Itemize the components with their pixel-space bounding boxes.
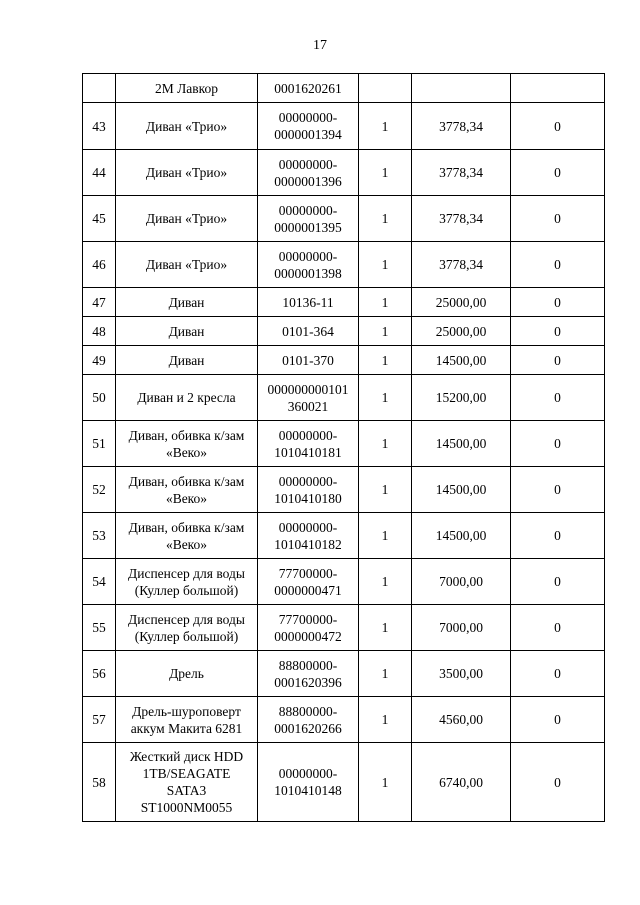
item-number-cell: 50	[83, 375, 116, 421]
table-row	[83, 103, 605, 150]
item-number-cell: 51	[83, 421, 116, 467]
residual-value-cell: 0	[511, 559, 605, 605]
item-number-cell: 46	[83, 242, 116, 288]
item-number-cell: 58	[83, 743, 116, 822]
item-name-cell: Диван	[116, 288, 258, 317]
table-row	[83, 346, 605, 375]
residual-value-cell: 0	[511, 421, 605, 467]
price-cell: 25000,00	[412, 288, 511, 317]
inventory-code-cell: 88800000- 0001620396	[258, 651, 359, 697]
price-cell: 7000,00	[412, 559, 511, 605]
quantity-cell: 1	[359, 346, 412, 375]
item-number-cell: 56	[83, 651, 116, 697]
quantity-cell: 1	[359, 103, 412, 150]
residual-value-cell: 0	[511, 242, 605, 288]
inventory-code-cell: 00000000- 1010410148	[258, 743, 359, 822]
quantity-cell: 1	[359, 317, 412, 346]
quantity-cell: 1	[359, 288, 412, 317]
price-cell: 14500,00	[412, 513, 511, 559]
item-name-cell: Диван «Трио»	[116, 150, 258, 196]
price-cell: 14500,00	[412, 421, 511, 467]
table-row	[83, 467, 605, 513]
item-number-cell: 49	[83, 346, 116, 375]
inventory-code-cell: 0101-370	[258, 346, 359, 375]
table-row	[83, 242, 605, 288]
price-cell: 6740,00	[412, 743, 511, 822]
table-row	[83, 288, 605, 317]
price-cell: 3778,34	[412, 103, 511, 150]
inventory-table	[82, 73, 605, 822]
table-row	[83, 605, 605, 651]
price-cell: 14500,00	[412, 346, 511, 375]
quantity-cell: 1	[359, 242, 412, 288]
quantity-cell: 1	[359, 651, 412, 697]
inventory-code-cell: 00000000- 0000001398	[258, 242, 359, 288]
price-cell: 7000,00	[412, 605, 511, 651]
inventory-code-cell: 00000000- 1010410180	[258, 467, 359, 513]
item-name-cell: Диспенсер для воды (Куллер большой)	[116, 605, 258, 651]
residual-value-cell: 0	[511, 196, 605, 242]
price-cell: 4560,00	[412, 697, 511, 743]
item-name-cell: Диван «Трио»	[116, 242, 258, 288]
item-name-cell: 2М Лавкор	[116, 74, 258, 103]
item-name-cell: Диван «Трио»	[116, 196, 258, 242]
table-row	[83, 743, 605, 822]
inventory-code-cell: 00000000- 1010410181	[258, 421, 359, 467]
quantity-cell: 1	[359, 150, 412, 196]
inventory-code-cell: 00000000- 0000001395	[258, 196, 359, 242]
residual-value-cell: 0	[511, 697, 605, 743]
item-number-cell: 52	[83, 467, 116, 513]
item-name-cell: Диван и 2 кресла	[116, 375, 258, 421]
inventory-code-cell: 77700000- 0000000471	[258, 559, 359, 605]
item-number-cell	[83, 74, 116, 103]
table-row	[83, 196, 605, 242]
residual-value-cell: 0	[511, 150, 605, 196]
item-number-cell: 43	[83, 103, 116, 150]
item-number-cell: 48	[83, 317, 116, 346]
quantity-cell: 1	[359, 375, 412, 421]
item-name-cell: Диспенсер для воды (Куллер большой)	[116, 559, 258, 605]
item-name-cell: Диван	[116, 317, 258, 346]
quantity-cell: 1	[359, 743, 412, 822]
price-cell: 3778,34	[412, 196, 511, 242]
table-row	[83, 697, 605, 743]
table-row	[83, 651, 605, 697]
item-name-cell: Диван, обивка к/зам «Веко»	[116, 467, 258, 513]
table-row	[83, 421, 605, 467]
item-name-cell: Жесткий диск HDD 1TB/SEAGATE SATA3 ST1000NM0055	[116, 743, 258, 822]
inventory-code-cell: 0101-364	[258, 317, 359, 346]
residual-value-cell: 0	[511, 346, 605, 375]
quantity-cell: 1	[359, 605, 412, 651]
inventory-code-cell: 000000000101 360021	[258, 375, 359, 421]
table-row	[83, 150, 605, 196]
item-name-cell: Диван, обивка к/зам «Веко»	[116, 513, 258, 559]
inventory-code-cell: 10136-11	[258, 288, 359, 317]
quantity-cell: 1	[359, 467, 412, 513]
table-row	[83, 513, 605, 559]
item-number-cell: 57	[83, 697, 116, 743]
quantity-cell: 1	[359, 559, 412, 605]
price-cell: 14500,00	[412, 467, 511, 513]
inventory-code-cell: 77700000- 0000000472	[258, 605, 359, 651]
item-name-cell: Диван «Трио»	[116, 103, 258, 150]
residual-value-cell: 0	[511, 651, 605, 697]
residual-value-cell: 0	[511, 743, 605, 822]
item-number-cell: 54	[83, 559, 116, 605]
price-cell: 3778,34	[412, 150, 511, 196]
quantity-cell: 1	[359, 421, 412, 467]
inventory-code-cell: 0001620261	[258, 74, 359, 103]
residual-value-cell: 0	[511, 605, 605, 651]
quantity-cell	[359, 74, 412, 103]
item-name-cell: Диван	[116, 346, 258, 375]
item-name-cell: Диван, обивка к/зам «Веко»	[116, 421, 258, 467]
table-row	[83, 74, 605, 103]
residual-value-cell: 0	[511, 375, 605, 421]
quantity-cell: 1	[359, 697, 412, 743]
residual-value-cell: 0	[511, 288, 605, 317]
inventory-code-cell: 00000000- 0000001396	[258, 150, 359, 196]
page-number: 17	[313, 38, 327, 53]
price-cell: 15200,00	[412, 375, 511, 421]
inventory-code-cell: 00000000- 0000001394	[258, 103, 359, 150]
residual-value-cell: 0	[511, 467, 605, 513]
inventory-table-body	[83, 74, 605, 822]
inventory-code-cell: 00000000- 1010410182	[258, 513, 359, 559]
table-row	[83, 375, 605, 421]
price-cell: 25000,00	[412, 317, 511, 346]
item-number-cell: 55	[83, 605, 116, 651]
quantity-cell: 1	[359, 513, 412, 559]
residual-value-cell: 0	[511, 513, 605, 559]
item-number-cell: 47	[83, 288, 116, 317]
item-number-cell: 45	[83, 196, 116, 242]
residual-value-cell: 0	[511, 103, 605, 150]
price-cell: 3778,34	[412, 242, 511, 288]
item-name-cell: Дрель-шуроповерт аккум Макита 6281	[116, 697, 258, 743]
quantity-cell: 1	[359, 196, 412, 242]
residual-value-cell: 0	[511, 317, 605, 346]
price-cell	[412, 74, 511, 103]
table-row	[83, 559, 605, 605]
price-cell: 3500,00	[412, 651, 511, 697]
item-number-cell: 44	[83, 150, 116, 196]
item-number-cell: 53	[83, 513, 116, 559]
table-row	[83, 317, 605, 346]
residual-value-cell	[511, 74, 605, 103]
inventory-code-cell: 88800000- 0001620266	[258, 697, 359, 743]
item-name-cell: Дрель	[116, 651, 258, 697]
